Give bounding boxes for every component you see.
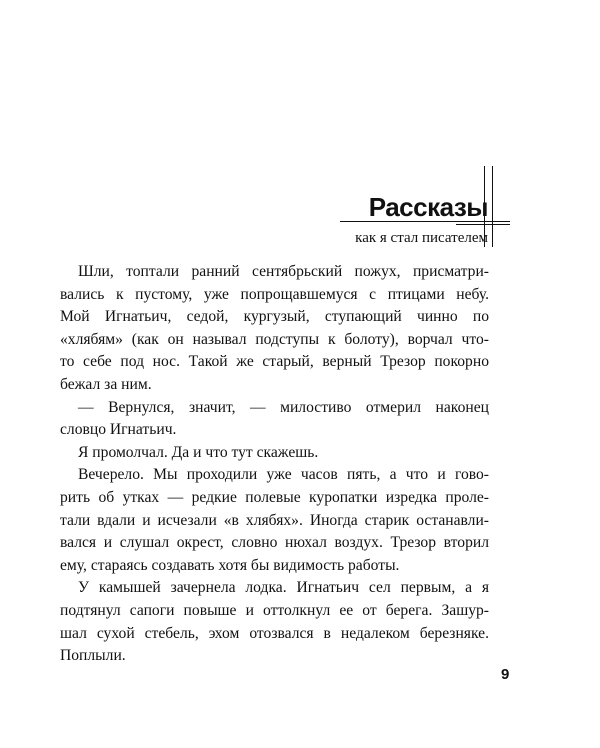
- text-line: бежал за ним.: [60, 375, 152, 393]
- text-line: — Вернулся, значит, — милостиво отмерил наконец: [78, 398, 489, 416]
- text-line: «хлябям» (как он называл подступы к болоту), ворчал что-: [60, 330, 489, 348]
- text-line: Мой Игнатьич, седой, кургузый, ступающий чинно по: [60, 308, 489, 326]
- header-rule-vertical-right: [492, 166, 493, 247]
- text-line: тали вдали и исчезали «в хлябях». Иногда старик останавли-: [60, 511, 489, 529]
- text-line: то себе под нос. Такой же старый, верный Трезор покорно: [60, 353, 489, 371]
- body-text: [60, 261, 489, 668]
- text-line: словцо Игнатьич.: [60, 421, 177, 439]
- text-line: ему, стараясь создавать хотя бы видимость работы.: [60, 556, 400, 574]
- text-line: Шли, топтали ранний сентябрьский пожух, присматри-: [78, 263, 489, 280]
- section-subtitle: как я стал писателем: [355, 230, 488, 246]
- text-line: вались к пустому, уже попрощавшемуся с птицами небу.: [60, 285, 489, 303]
- text-line: Вечерело. Мы проходили уже часов пять, а что и гово-: [78, 466, 489, 484]
- header-rule-horizontal-bottom: [456, 224, 510, 225]
- text-line: Я промолчал. Да и что тут скажешь.: [78, 443, 319, 461]
- text-line: У камышей зачернела лодка. Игнатьич сел первым, а я: [78, 579, 489, 597]
- text-line: Поплыли.: [60, 647, 126, 665]
- text-line: вался и слушал окрест, словно нюхал воздух. Трезор вторил: [60, 534, 489, 552]
- text-line: рить об утках — редкие полевые куропатки изредка проле-: [60, 488, 489, 506]
- text-line: шал сухой стебель, эхом отозвался в недалеком березняке.: [60, 624, 489, 642]
- section-title: Рассказы: [368, 192, 488, 222]
- text-line: подтянул сапоги повыше и оттолкнул ее от берега. Зашур-: [60, 601, 489, 619]
- page-number: 9: [501, 666, 510, 683]
